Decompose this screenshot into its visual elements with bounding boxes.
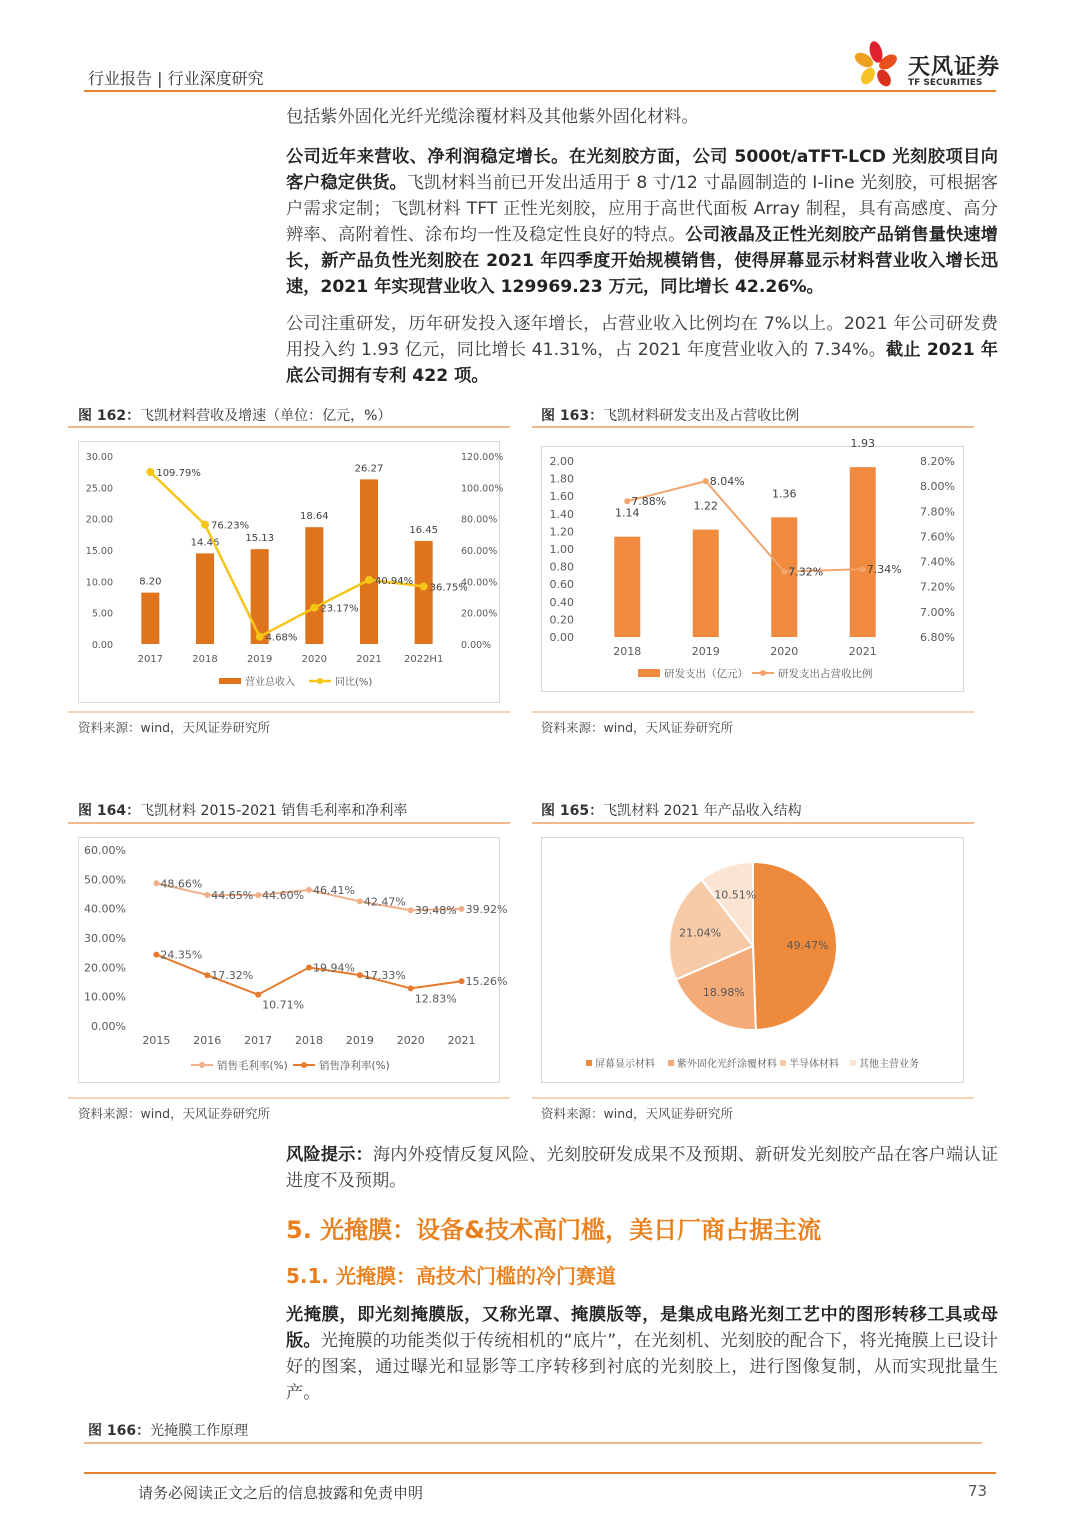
- y-tick-right: 120.00%: [461, 452, 504, 463]
- x-tick-label: 2016: [193, 1034, 222, 1047]
- paragraph-photomask: 光掩膜，即光刻掩膜版，又称光罩、掩膜版等，是集成电路光刻工艺中的图形转移工具或母版。光掩膜的功能类似于传统相机的“底片”，在光刻机、光刻胶的配合下，将光掩膜上已设计好的图案，通过曝光和显影等工序转移到衬底的光刻胶上，进行图像复制，从而实现批量生产。: [286, 1305, 998, 1403]
- report-breadcrumb: 行业报告 | 行业深度研究: [88, 69, 264, 88]
- bar-label: 15.13: [245, 533, 274, 545]
- paragraph-intro: 包括紫外固化光纤光缆涂覆材料及其他紫外固化材料。: [286, 107, 699, 127]
- net-margin-label: 12.83%: [414, 992, 457, 1006]
- y-tick-right: 60.00%: [461, 546, 498, 557]
- gross-margin-point: [357, 898, 363, 904]
- legend-swatch-marker: [301, 1062, 307, 1068]
- y-tick-left: 10.00: [85, 577, 113, 589]
- bar: [196, 553, 214, 644]
- gross-margin-label: 42.47%: [363, 895, 406, 909]
- ratio-point: [703, 478, 709, 484]
- y-tick: 60.00%: [84, 844, 126, 857]
- figure-164-rule: [68, 822, 510, 824]
- y-tick: 40.00%: [84, 902, 126, 916]
- figure-166-title: 图 166：光掩膜工作原理: [88, 1423, 249, 1439]
- growth-label: 76.23%: [211, 520, 250, 532]
- y-tick-right: 80.00%: [461, 514, 498, 526]
- x-tick-label: 2018: [192, 654, 218, 665]
- legend-label: 半导体材料: [789, 1059, 839, 1070]
- figure-163-chart: [541, 437, 964, 692]
- net-margin-point: [204, 972, 210, 978]
- y-tick: 0.00%: [91, 1020, 126, 1033]
- gross-margin-label: 44.65%: [211, 889, 254, 903]
- growth-label: 4.68%: [265, 632, 298, 644]
- legend-label: 研发支出占营收比例: [778, 668, 873, 680]
- y-tick-left: 5.00: [91, 608, 113, 620]
- y-tick-left: 0.00: [91, 640, 113, 651]
- figure-162-rule: [68, 426, 510, 428]
- ratio-label: 8.04%: [709, 475, 745, 489]
- pie-label: 18.98%: [702, 986, 745, 1000]
- y-tick-right: 8.00%: [920, 480, 955, 494]
- bar-label: 1.36: [772, 487, 797, 501]
- y-tick-right: 100.00%: [461, 483, 504, 495]
- legend-swatch-marker: [317, 678, 323, 684]
- figure-165-chart: [541, 837, 964, 1083]
- chart-165-svg: [542, 838, 963, 1082]
- legend-label: 研发支出（亿元）: [664, 668, 748, 680]
- pie-label: 10.51%: [714, 888, 757, 902]
- figure-163-rule: [532, 426, 974, 428]
- growth-label: 36.75%: [429, 582, 468, 594]
- bar-label: 1.14: [615, 506, 640, 520]
- growth-point: [365, 576, 373, 584]
- y-tick-right: 40.00%: [461, 577, 498, 589]
- gross-margin-point: [408, 907, 414, 913]
- net-margin-point: [357, 972, 363, 978]
- gross-margin-point: [153, 880, 159, 886]
- figure-165-rule: [532, 822, 974, 824]
- bar: [360, 479, 378, 644]
- y-tick-right: 7.80%: [920, 505, 955, 519]
- gross-margin-point: [204, 892, 210, 898]
- figure-164-bottom-rule: [68, 1097, 510, 1099]
- bar-label: 1.93: [850, 437, 875, 451]
- y-tick-right: 20.00%: [461, 608, 498, 620]
- ratio-label: 7.88%: [631, 495, 667, 509]
- y-tick-left: 0.00: [549, 631, 574, 644]
- figure-162-chart: [78, 441, 504, 703]
- y-tick-left: 2.00: [549, 455, 574, 468]
- x-tick-label: 2021: [447, 1034, 476, 1047]
- gross-margin-label: 46.41%: [313, 883, 355, 897]
- y-tick-right: 6.80%: [920, 631, 955, 644]
- net-margin-label: 19.94%: [313, 961, 355, 975]
- legend-swatch-marker: [760, 670, 766, 676]
- figure-164-source: 资料来源：wind，天风证券研究所: [78, 1106, 271, 1121]
- legend-swatch: [780, 1060, 786, 1066]
- bar: [251, 549, 269, 644]
- gross-margin-point: [255, 892, 261, 898]
- legend-label: 销售毛利率(%): [217, 1060, 288, 1072]
- growth-point: [146, 468, 154, 476]
- x-tick-label: 2017: [244, 1034, 273, 1047]
- legend-label: 销售净利率(%): [319, 1060, 390, 1072]
- y-tick: 50.00%: [84, 873, 126, 887]
- bar-label: 8.20: [139, 576, 162, 588]
- bar: [305, 527, 323, 644]
- page-number: 73: [968, 1482, 988, 1500]
- y-tick-left: 30.00: [85, 452, 113, 463]
- y-tick-left: 20.00: [85, 514, 113, 526]
- y-tick-left: 1.20: [549, 525, 574, 539]
- figure-165-source: 资料来源：wind，天风证券研究所: [541, 1106, 734, 1121]
- chart-162-svg: [79, 442, 504, 702]
- chart-164-svg: [79, 838, 508, 1082]
- figure-164-chart: [78, 837, 508, 1083]
- net-margin-label: 15.26%: [465, 975, 508, 989]
- bar: [693, 530, 719, 637]
- growth-point: [201, 521, 209, 529]
- x-tick-label: 2021: [848, 645, 877, 658]
- net-margin-point: [153, 952, 159, 958]
- net-margin-point: [459, 978, 465, 984]
- growth-label: 109.79%: [156, 467, 201, 479]
- gross-margin-label: 44.60%: [262, 889, 305, 903]
- x-tick-label: 2019: [691, 645, 720, 658]
- y-tick-right: 7.40%: [920, 555, 955, 569]
- ratio-point: [781, 569, 787, 575]
- y-tick-left: 1.60: [549, 490, 574, 504]
- y-tick: 30.00%: [84, 932, 126, 945]
- y-tick-right: 7.00%: [920, 605, 955, 619]
- section-heading-5: 5. 光掩膜：设备&技术高门槛，美日厂商占据主流: [286, 1216, 822, 1244]
- y-tick-right: 7.60%: [920, 530, 955, 544]
- figure-162-source: 资料来源：wind，天风证券研究所: [78, 720, 271, 735]
- growth-label: 23.17%: [320, 603, 359, 615]
- company-logo-icon: [848, 36, 904, 92]
- pie-label: 49.47%: [786, 939, 829, 953]
- legend-swatch: [668, 1060, 674, 1066]
- x-tick-label: 2015: [142, 1034, 171, 1047]
- bar-label: 14.46: [190, 537, 220, 549]
- bar-label: 1.22: [693, 499, 718, 513]
- figure-163-bottom-rule: [532, 711, 974, 713]
- x-tick-label: 2022H1: [403, 654, 444, 665]
- x-tick-label: 2021: [356, 654, 382, 665]
- legend-label: 同比(%): [335, 677, 373, 688]
- paragraph-risk: 风险提示：海内外疫情反复风险、光刻胶研发成果不及预期、新研发光刻胶产品在客户端认证进度不及预期。: [286, 1145, 998, 1191]
- bar: [850, 467, 876, 637]
- figure-163-title: 图 163：飞凯材料研发支出及占营收比例: [541, 408, 800, 424]
- legend-swatch: [586, 1060, 592, 1066]
- legend-swatch-marker: [199, 1062, 205, 1068]
- logo-subtext: TF SECURITIES: [908, 78, 983, 88]
- net-margin-point: [306, 965, 312, 971]
- footer-disclaimer: 请务必阅读正文之后的信息披露和免责申明: [138, 1484, 424, 1502]
- pie-label: 21.04%: [679, 926, 722, 940]
- bar: [614, 537, 640, 637]
- y-tick-left: 1.80: [549, 472, 574, 486]
- figure-162-title: 图 162：飞凯材料营收及增速（单位：亿元，%）: [78, 408, 392, 424]
- net-margin-label: 17.33%: [363, 969, 406, 983]
- figure-165-title: 图 165：飞凯材料 2021 年产品收入结构: [541, 803, 802, 819]
- x-tick-label: 2017: [137, 654, 164, 665]
- y-tick: 20.00%: [84, 961, 126, 975]
- gross-margin-label: 48.66%: [160, 877, 203, 891]
- gross-margin-label: 39.48%: [414, 904, 457, 918]
- x-tick-label: 2018: [295, 1034, 323, 1047]
- y-tick: 10.00%: [84, 990, 126, 1004]
- y-tick-left: 0.80: [549, 560, 574, 574]
- ratio-point: [860, 566, 866, 572]
- net-margin-point: [408, 985, 414, 991]
- figure-162-bottom-rule: [68, 711, 510, 713]
- bar-label: 16.45: [409, 524, 438, 536]
- bar-label: 26.27: [354, 463, 384, 475]
- paragraph-rnd: 公司注重研发，历年研发投入逐年增长，占营业收入比例均在 7%以上。2021 年公司研发费用投入约 1.93 亿元，同比增长 41.31%，占 2021 年度营业收入的 7.34%。截止 2021 年底公司拥有专利 422 项。: [286, 314, 998, 386]
- y-tick-right: 7.20%: [920, 580, 955, 594]
- y-tick-right: 0.00%: [461, 640, 492, 651]
- gross-margin-point: [306, 887, 312, 893]
- legend-label: 紫外固化光纤涂覆材料: [677, 1059, 777, 1070]
- ratio-point: [624, 498, 630, 504]
- y-tick-left: 1.00: [549, 543, 574, 556]
- legend-swatch-bar: [219, 678, 241, 684]
- growth-label: 40.94%: [375, 575, 414, 587]
- gross-margin-label: 39.92%: [465, 902, 508, 916]
- x-tick-label: 2020: [301, 654, 328, 665]
- growth-point: [310, 604, 318, 612]
- ratio-label: 7.32%: [788, 565, 824, 579]
- legend-label: 屏幕显示材料: [595, 1059, 655, 1070]
- legend-swatch-bar: [638, 669, 660, 677]
- figure-164-title: 图 164：飞凯材料 2015-2021 销售毛利率和净利率: [78, 803, 408, 819]
- bar: [141, 593, 159, 644]
- legend-label: 营业总收入: [245, 677, 295, 688]
- figure-163-source: 资料来源：wind，天风证券研究所: [541, 720, 734, 735]
- growth-point: [256, 633, 264, 641]
- gross-margin-point: [459, 906, 465, 912]
- footer-divider: [84, 1472, 996, 1474]
- net-margin-point: [255, 992, 261, 998]
- ratio-label: 7.34%: [866, 563, 902, 577]
- growth-point: [420, 582, 428, 590]
- x-tick-label: 2020: [396, 1034, 425, 1047]
- x-tick-label: 2018: [613, 645, 642, 658]
- y-tick-left: 1.40: [549, 507, 574, 521]
- growth-line: [150, 472, 423, 637]
- y-tick-left: 25.00: [85, 483, 113, 495]
- y-tick-left: 0.60: [549, 578, 574, 592]
- paragraph-revenue: 公司近年来营收、净利润稳定增长。在光刻胶方面，公司 5000t/aTFT-LCD 光刻胶项目向客户稳定供货。飞凯材料当前已开发出适用于 8 寸/12 寸晶圆制造的 I-line 光刻胶，可根据客户需求定制；飞凯材料 TFT 正性光刻胶，应用于高世代面板 Array 制程，具有高感度、高分辨率、高附着性、涂布均一性及稳定性良好的特点。公司液晶及正性光刻胶产品销售量快速增长，新产品负性光刻胶在 2021 年四季度开始规模销售，使得屏幕显示材料营业收入增长迅速，2021 年实现营业收入 129969.23 万元，同比增长 42.26%。: [286, 147, 998, 297]
- y-tick-left: 0.40: [549, 595, 574, 609]
- figure-165-bottom-rule: [532, 1097, 974, 1099]
- figure-166-rule: [84, 1442, 982, 1444]
- x-tick-label: 2019: [345, 1034, 374, 1047]
- x-tick-label: 2020: [770, 645, 799, 658]
- y-tick-left: 0.20: [549, 613, 574, 627]
- chart-163-svg: [542, 437, 963, 691]
- x-tick-label: 2019: [246, 654, 273, 665]
- y-tick-left: 15.00: [85, 546, 113, 557]
- y-tick-right: 8.20%: [920, 455, 955, 468]
- legend-swatch: [850, 1060, 856, 1066]
- logo-text: 天风证券: [908, 55, 1001, 80]
- net-margin-label: 17.32%: [211, 969, 254, 983]
- net-margin-label: 24.35%: [160, 948, 203, 962]
- section-heading-5-1: 5.1. 光掩膜：高技术门槛的冷门赛道: [286, 1264, 616, 1288]
- bar-label: 18.64: [300, 511, 329, 523]
- legend-label: 其他主营业务: [859, 1059, 919, 1070]
- net-margin-label: 10.71%: [262, 998, 305, 1012]
